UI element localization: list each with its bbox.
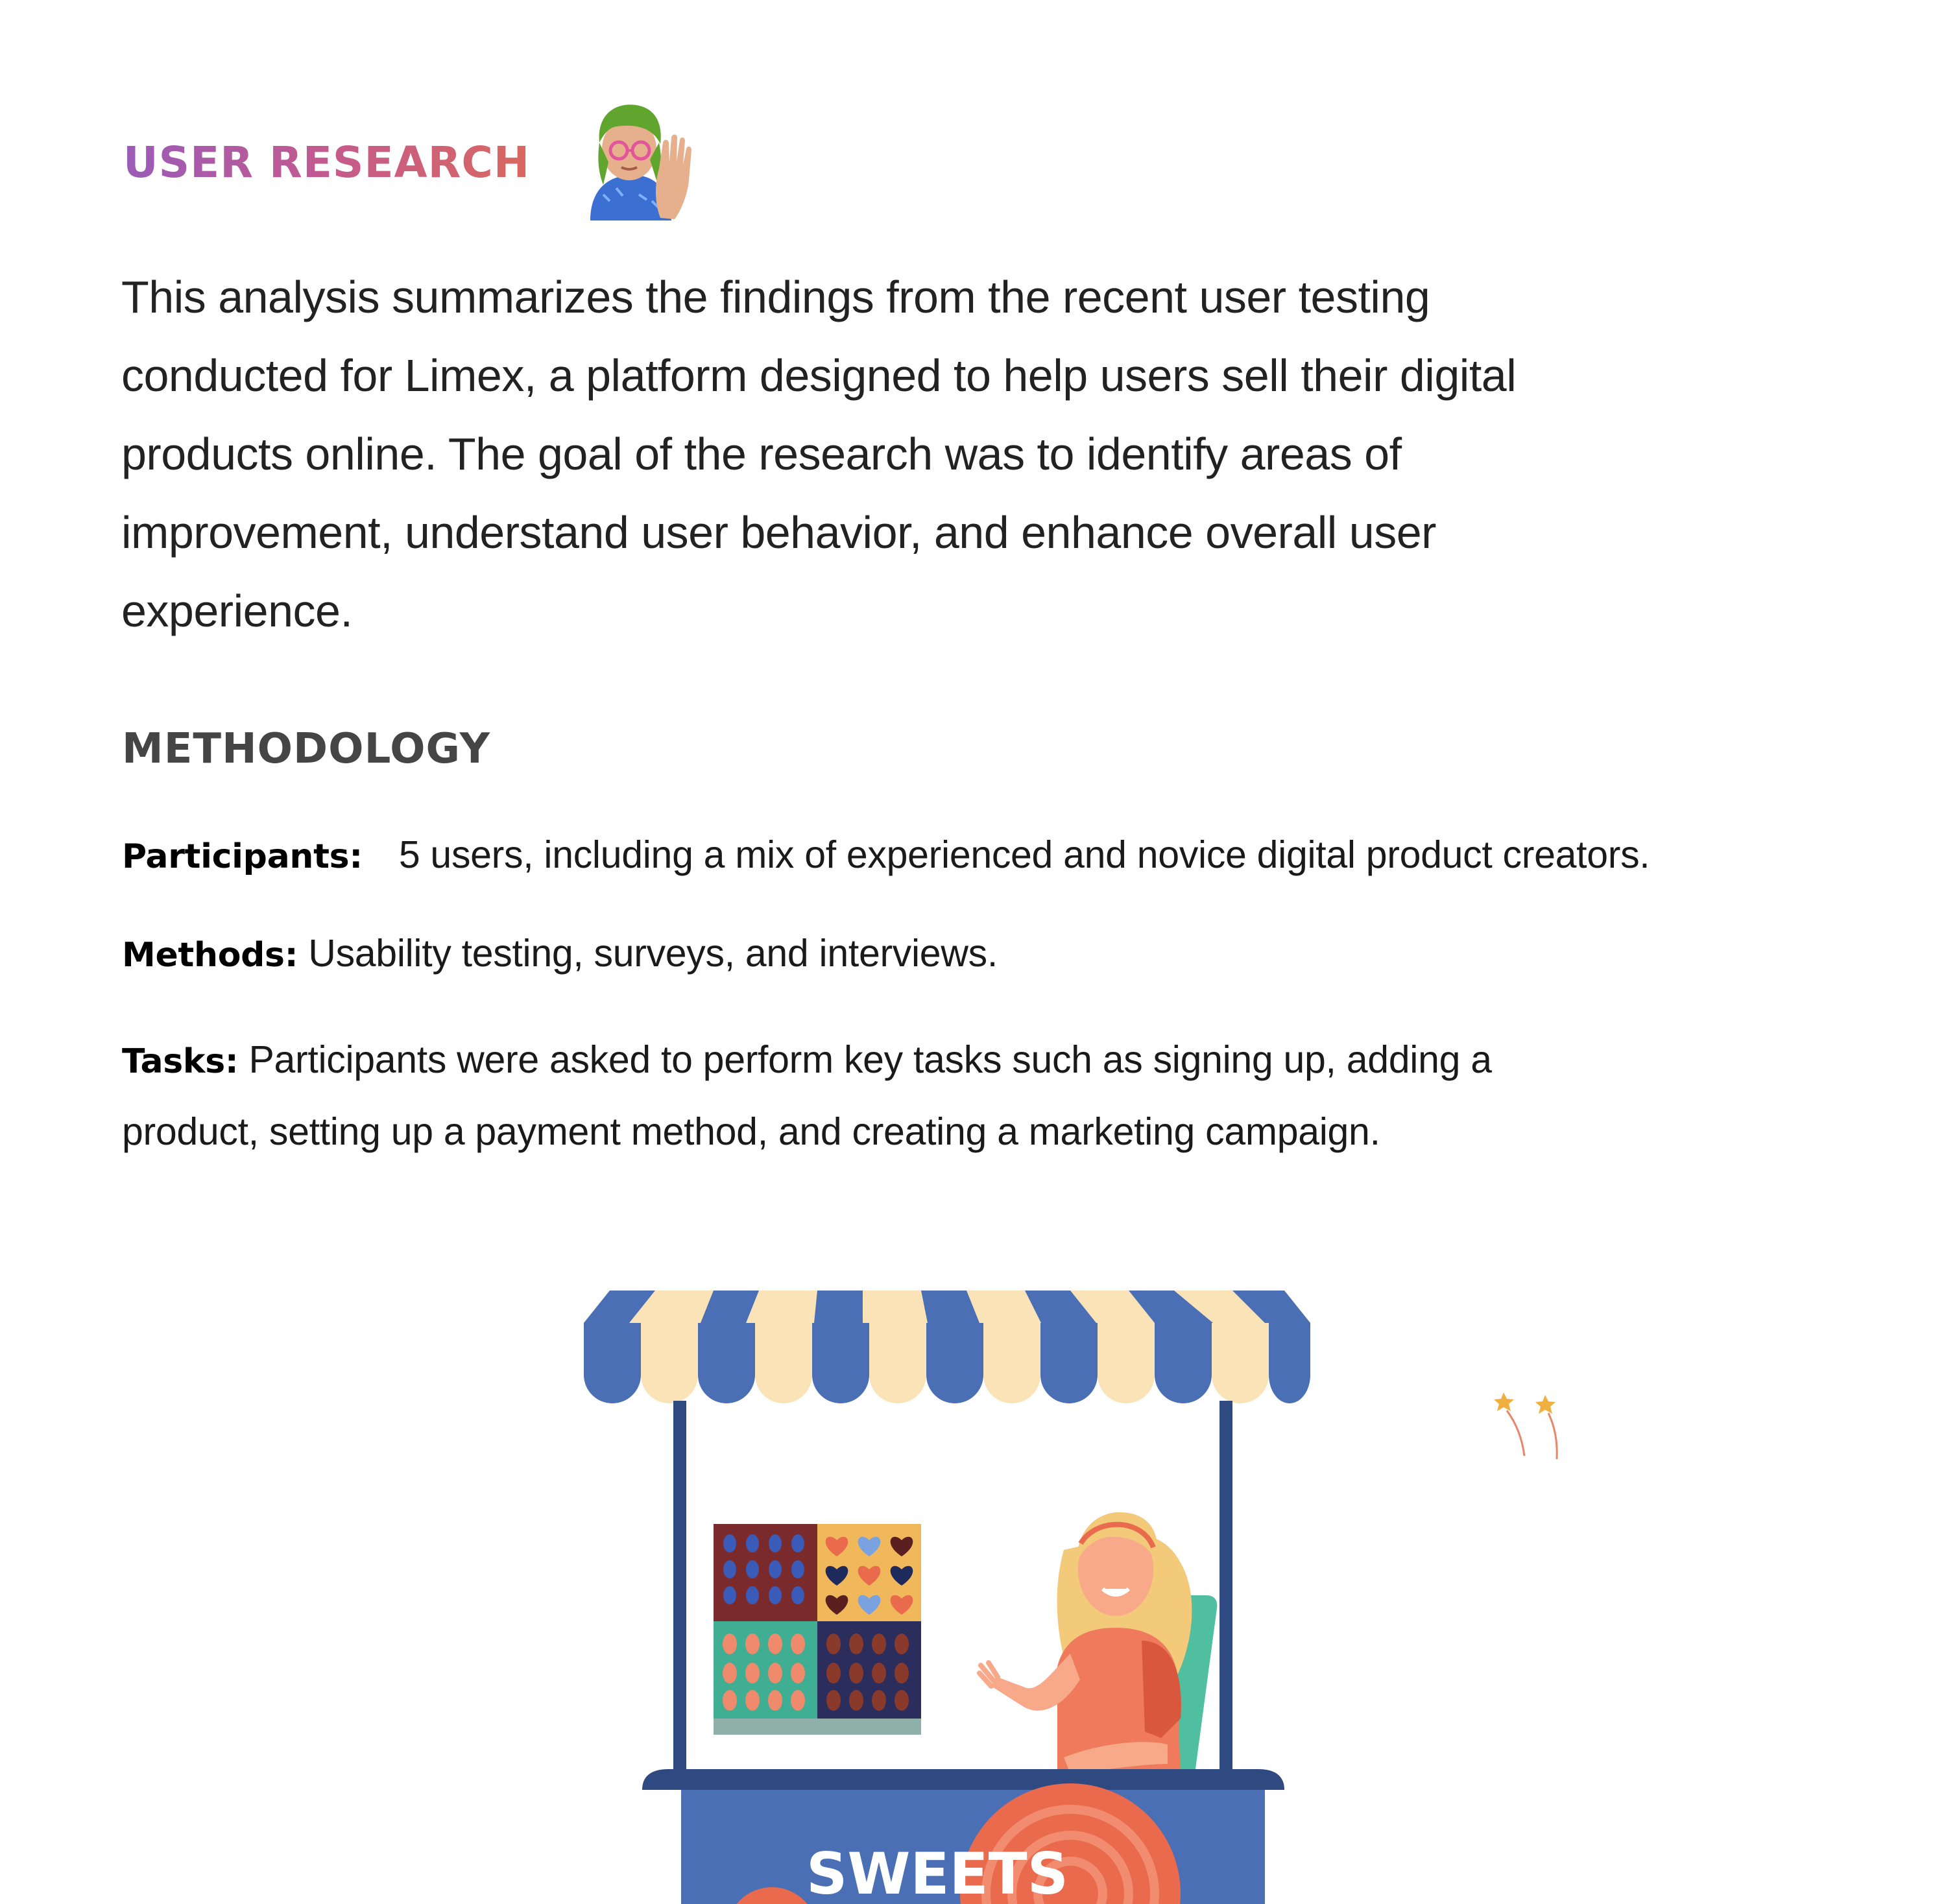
methods-line <box>122 931 998 975</box>
sweets-stall-illustration <box>558 1291 1336 1904</box>
tasks-line <box>122 1025 1581 1167</box>
participants-line <box>122 833 1650 877</box>
methods-text: Usability testing, surveys, and interviews. <box>308 932 998 975</box>
tasks-text: Participants were asked to perform key tasks such as signing up, adding a product, setting up a payment method, and creating a marketing campaign. <box>122 1038 1492 1153</box>
participants-label: Participants: <box>122 837 363 876</box>
tasks-label: Tasks: <box>122 1042 239 1081</box>
sparkle-stars-icon <box>1485 1391 1576 1462</box>
methods-label: Methods: <box>122 936 298 975</box>
intro-paragraph: This analysis summarizes the findings from the recent user testing conducted for Limex, a platform designed to help users sell their digital products online. The goal of the research was to identify areas of improvement, understand user behavior, and enhance overall user experience. <box>121 272 1517 636</box>
sweets-sign-text: SWEETS <box>806 1840 1069 1904</box>
memoji-waving-hand-icon <box>577 97 694 220</box>
methodology-heading: METHODOLOGY <box>122 725 490 773</box>
participants-text: 5 users, including a mix of experienced and novice digital product creators. <box>398 833 1650 876</box>
user-research-heading: USER RESEARCH <box>123 137 531 187</box>
